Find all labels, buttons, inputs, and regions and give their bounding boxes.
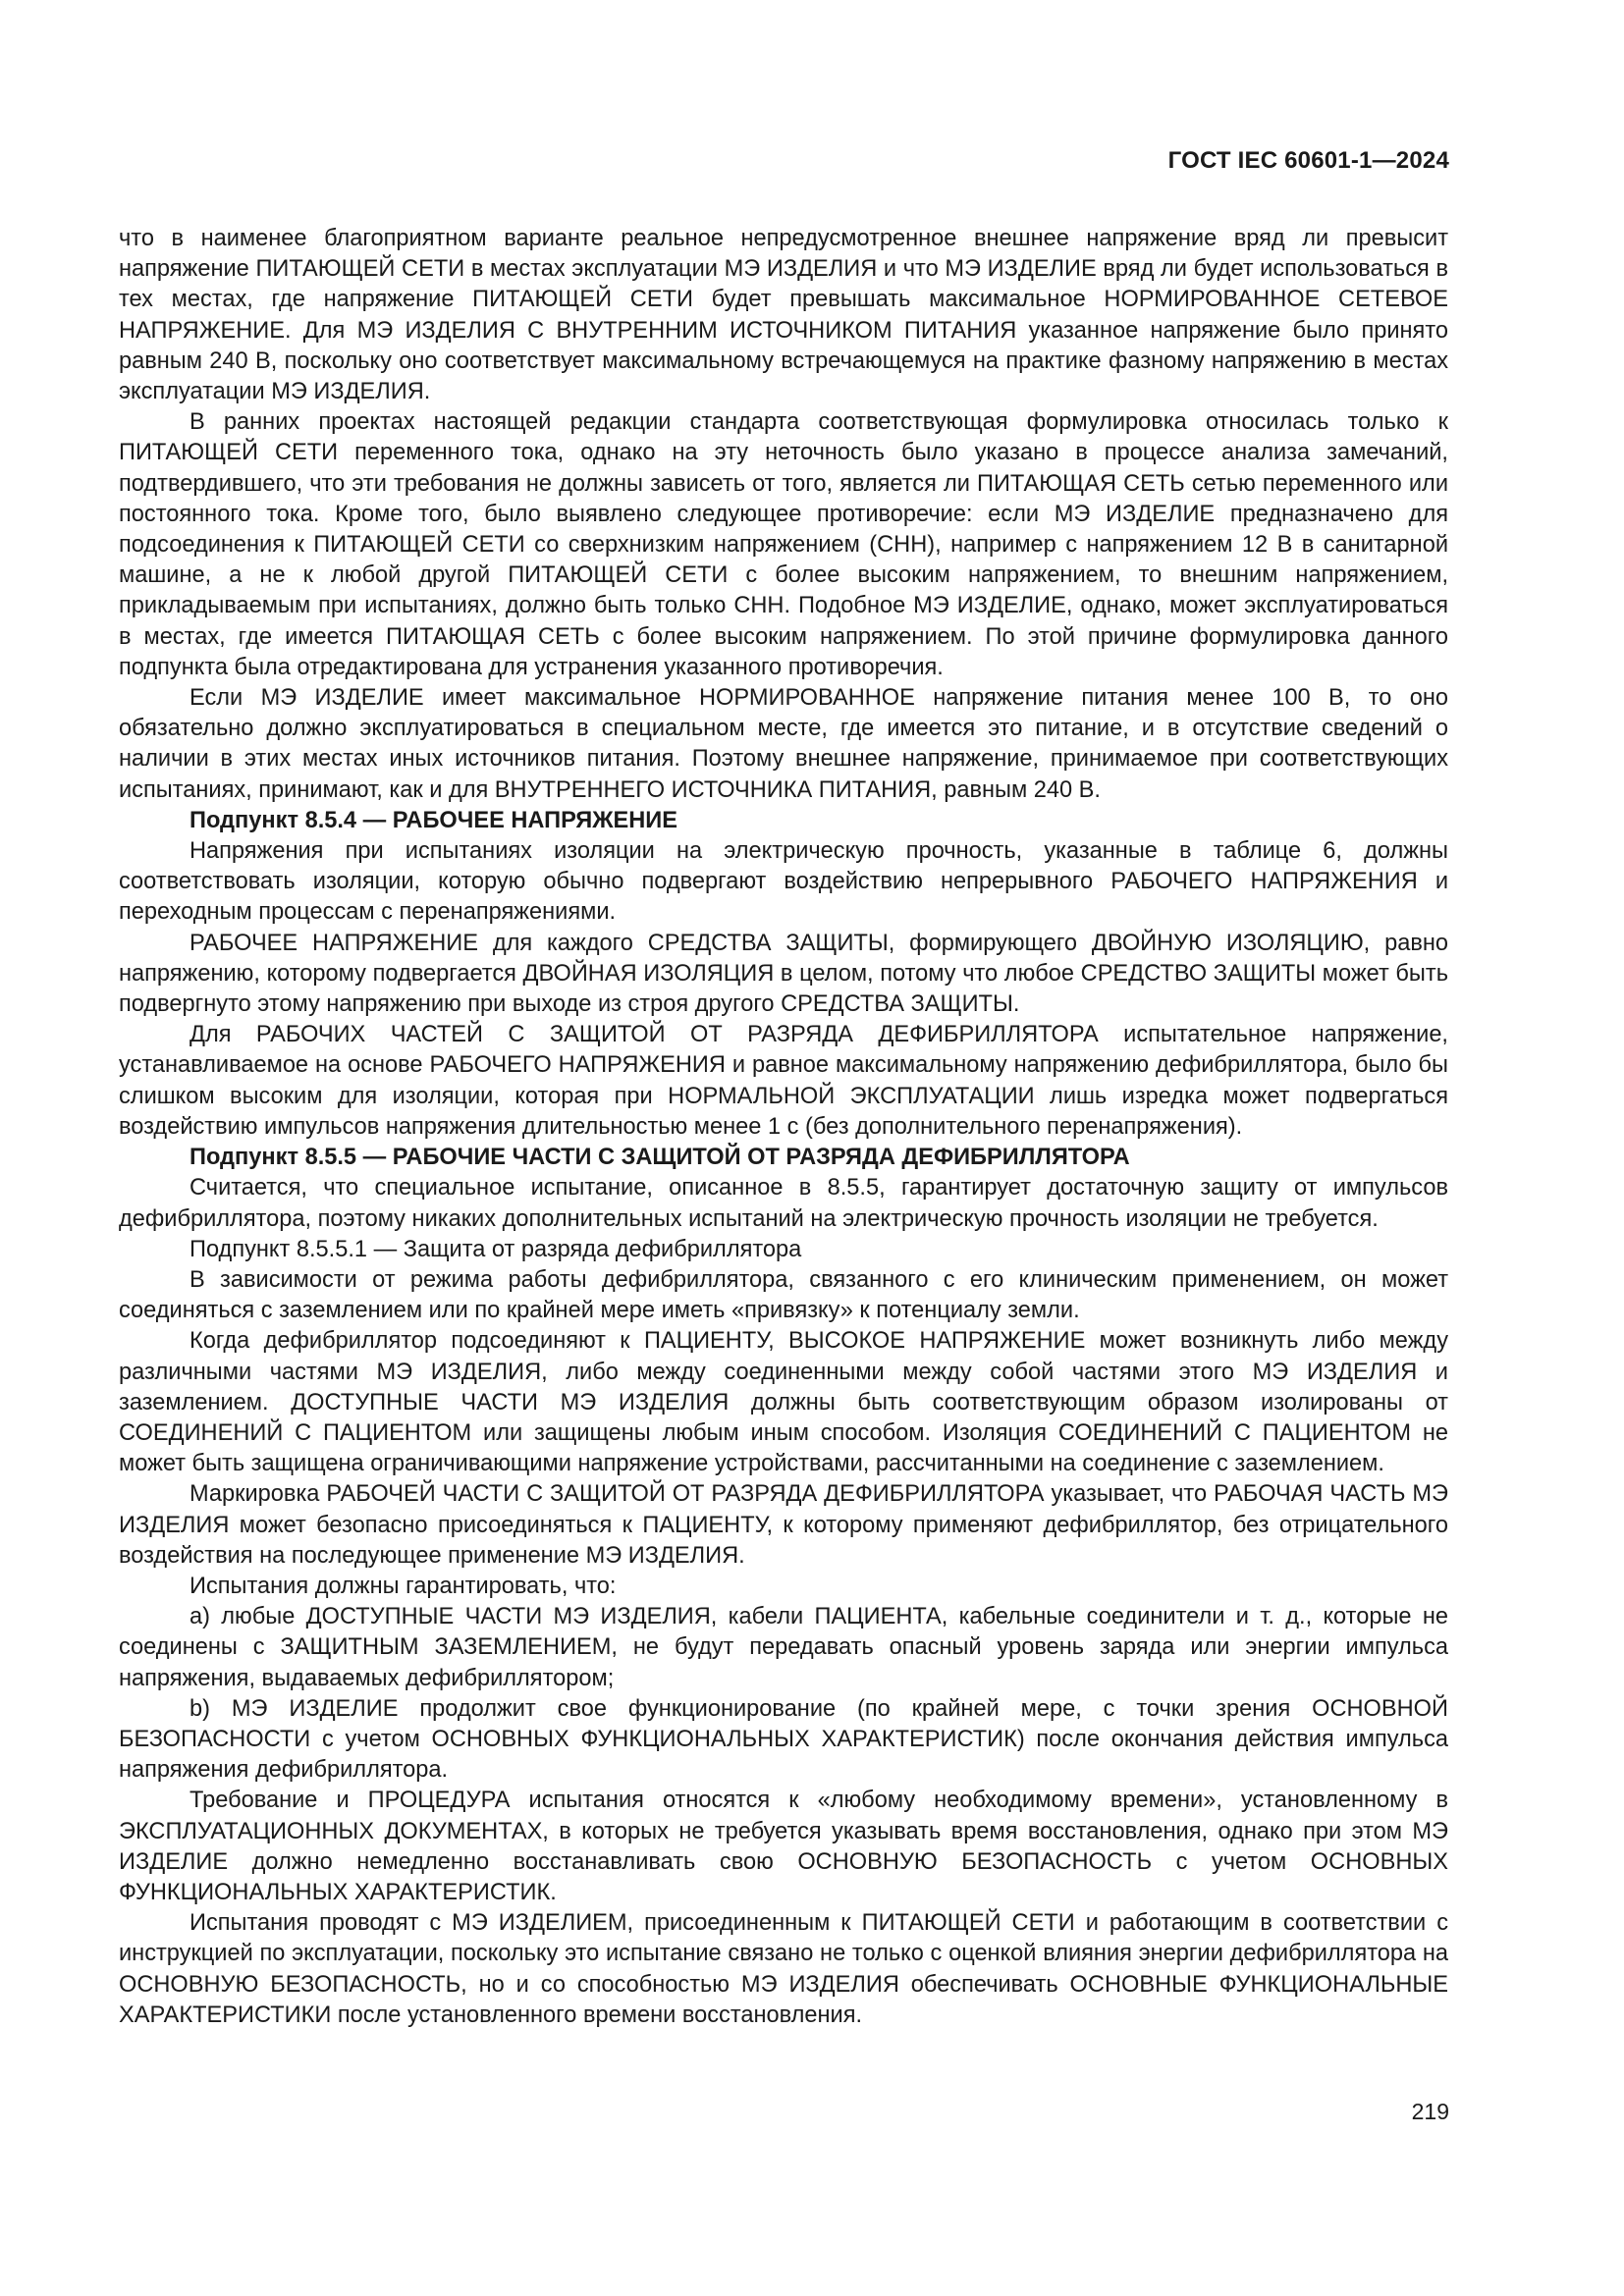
- paragraph-continued: что в наименее благоприятном варианте реальное непредусмотренное внешнее напряжение вряд ли превысит напряжение ПИТАЮЩЕЙ СЕТИ в местах эксплуатации МЭ ИЗДЕЛИЯ и что МЭ ИЗДЕЛИЕ вряд ли будет использоваться в тех местах, где напряжение ПИТАЮЩЕЙ СЕТИ будет превышать максимальное НОРМИРОВАННОЕ СЕТЕВОЕ НАПРЯЖЕНИЕ. Для МЭ ИЗДЕЛИЯ С ВНУТРЕННИМ ИСТОЧНИКОМ ПИТАНИЯ указанное напряжение было принято равным 240 В, поскольку оно соответствует максимальному встречающемуся на практике фазному напряжению в местах эксплуатации МЭ ИЗДЕЛИЯ.: [119, 226, 1448, 405]
- paragraph: В зависимости от режима работы дефибриллятора, связанного с его клиническим применением, он может соединяться с заземлением или по крайней мере иметь «привязку» к потенциалу земли.: [119, 1266, 1448, 1324]
- paragraph: В ранних проектах настоящей редакции стандарта соответствующая формулировка относилась только к ПИТАЮЩЕЙ СЕТИ переменного тока, однако на эту неточность было указано в процессе анализа замечаний, подтвердившего, что эти требования не должны зависеть от того, является ли ПИТАЮЩАЯ СЕТЬ сетью переменного или постоянного тока. Кроме того, было выявлено следующее противоречие: если МЭ ИЗДЕЛИЕ предназначено для подсоединения к ПИТАЮЩЕЙ СЕТИ со сверхнизким напряжением (СНН), например с напряжением 12 В в санитарной машине, а не к любой другой ПИТАЮЩЕЙ СЕТИ с более высоким напряжением, то внешним напряжением, прикладываемым при испытаниях, должно быть только СНН. Подобное МЭ ИЗДЕЛИЕ, однако, может эксплуатироваться в местах, где имеется ПИТАЮЩАЯ СЕТЬ с более высоким напряжением. По этой причине формулировка данного подпункта была отредактирована для устранения указанного противоречия.: [119, 409, 1448, 680]
- paragraph: Испытания проводят с МЭ ИЗДЕЛИЕМ, присоединенным к ПИТАЮЩЕЙ СЕТИ и работающим в соответствии с инструкцией по эксплуатации, поскольку это испытание связано не только с оценкой влияния энергии дефибриллятора на ОСНОВНУЮ БЕЗОПАСНОСТЬ, но и со способностью МЭ ИЗДЕЛИЯ обеспечивать ОСНОВНЫЕ ФУНКЦИОНАЛЬНЫЕ ХАРАКТЕРИСТИКИ после установленного времени восстановления.: [119, 1910, 1448, 2028]
- standard-designation: ГОСТ IEC 60601-1—2024: [1167, 147, 1449, 174]
- list-item-a: a) любые ДОСТУПНЫЕ ЧАСТИ МЭ ИЗДЕЛИЯ, кабели ПАЦИЕНТА, кабельные соединители и т. д., которые не соединены с ЗАЩИТНЫМ ЗАЗЕМЛЕНИЕМ, не будут передавать опасный уровень заряда или энергии импульса напряжения, выдаваемых дефибриллятором;: [119, 1604, 1448, 1691]
- paragraph: Если МЭ ИЗДЕЛИЕ имеет максимальное НОРМИРОВАННОЕ напряжение питания менее 100 В, то оно обязательно должно эксплуатироваться в специальном месте, где имеется это питание, и в отсутствие сведений о наличии в этих местах иных источников питания. Поэтому внешнее напряжение, принимаемое при соответствующих испытаниях, принимают, как и для ВНУТРЕННЕГО ИСТОЧНИКА ПИТАНИЯ, равным 240 В.: [119, 685, 1448, 803]
- subclause-heading-8-5-4: Подпункт 8.5.4 — РАБОЧЕЕ НАПРЯЖЕНИЕ: [189, 807, 678, 833]
- paragraph: Требование и ПРОЦЕДУРА испытания относятся к «любому необходимому времени», установленному в ЭКСПЛУАТАЦИОННЫХ ДОКУМЕНТАХ, в которых не требуется указывать время восстановления, однако при этом МЭ ИЗДЕЛИЕ должно немедленно восстанавливать свою ОСНОВНУЮ БЕЗОПАСНОСТЬ с учетом ОСНОВНЫХ ФУНКЦИОНАЛЬНЫХ ХАРАКТЕРИСТИК.: [119, 1788, 1448, 1905]
- document-body: [119, 224, 1448, 2031]
- paragraph: Испытания должны гарантировать, что:: [189, 1573, 617, 1599]
- paragraph: РАБОЧЕЕ НАПРЯЖЕНИЕ для каждого СРЕДСТВА ЗАЩИТЫ, формирующего ДВОЙНУЮ ИЗОЛЯЦИЮ, равно напряжению, которому подвергается ДВОЙНАЯ ИЗОЛЯЦИЯ в целом, потому что любое СРЕДСТВО ЗАЩИТЫ может быть подвергнуто этому напряжению при выходе из строя другого СРЕДСТВА ЗАЩИТЫ.: [119, 930, 1448, 1018]
- subclause-heading-8-5-5-1: Подпункт 8.5.5.1 — Защита от разряда дефибриллятора: [189, 1236, 802, 1262]
- list-item-b: b) МЭ ИЗДЕЛИЕ продолжит свое функционирование (по крайней мере, с точки зрения ОСНОВНОЙ БЕЗОПАСНОСТИ с учетом ОСНОВНЫХ ФУНКЦИОНАЛЬНЫХ ХАРАКТЕРИСТИК) после окончания действия импульса напряжения дефибриллятора.: [119, 1695, 1448, 1784]
- paragraph: Когда дефибриллятор подсоединяют к ПАЦИЕНТУ, ВЫСОКОЕ НАПРЯЖЕНИЕ может возникнуть либо между различными частями МЭ ИЗДЕЛИЯ, либо между соединенными между собой частями этого МЭ ИЗДЕЛИЯ и заземлением. ДОСТУПНЫЕ ЧАСТИ МЭ ИЗДЕЛИЯ должны быть соответствующим образом изолированы от СОЕДИНЕНИЙ С ПАЦИЕНТОМ или защищены любым иным способом. Изоляция СОЕДИНЕНИЙ С ПАЦИЕНТОМ не может быть защищена ограничивающими напряжение устройствами, рассчитанными на соединение с заземлением.: [119, 1328, 1448, 1477]
- paragraph: Для РАБОЧИХ ЧАСТЕЙ С ЗАЩИТОЙ ОТ РАЗРЯДА ДЕФИБРИЛЛЯТОРА испытательное напряжение, устанавливаемое на основе РАБОЧЕГО НАПРЯЖЕНИЯ и равное максимальному напряжению дефибриллятора, было бы слишком высоким для изоляции, которая при НОРМАЛЬНОЙ ЭКСПЛУАТАЦИИ лишь изредка может подвергаться воздействию импульсов напряжения длительностью менее 1 с (без дополнительного перенапряжения).: [119, 1022, 1448, 1140]
- paragraph: Напряжения при испытаниях изоляции на электрическую прочность, указанные в таблице 6, должны соответствовать изоляции, которую обычно подвергают воздействию непрерывного РАБОЧЕГО НАПРЯЖЕНИЯ и переходным процессам с перенапряжениями.: [119, 838, 1448, 926]
- subclause-heading-8-5-5: Подпункт 8.5.5 — РАБОЧИЕ ЧАСТИ С ЗАЩИТОЙ ОТ РАЗРЯДА ДЕФИБРИЛЛЯТОРА: [189, 1145, 1130, 1171]
- paragraph: Считается, что специальное испытание, описанное в 8.5.5, гарантирует достаточную защиту от импульсов дефибриллятора, поэтому никаких дополнительных испытаний на электрическую прочность изоляции не требуется.: [119, 1175, 1448, 1232]
- paragraph: Маркировка РАБОЧЕЙ ЧАСТИ С ЗАЩИТОЙ ОТ РАЗРЯДА ДЕФИБРИЛЛЯТОРА указывает, что РАБОЧАЯ ЧАСТЬ МЭ ИЗДЕЛИЯ может безопасно присоединяться к ПАЦИЕНТУ, к которому применяют дефибриллятор, без отрицательного воздействия на последующее применение МЭ ИЗДЕЛИЯ.: [119, 1481, 1448, 1569]
- page-number: 219: [1411, 2099, 1449, 2124]
